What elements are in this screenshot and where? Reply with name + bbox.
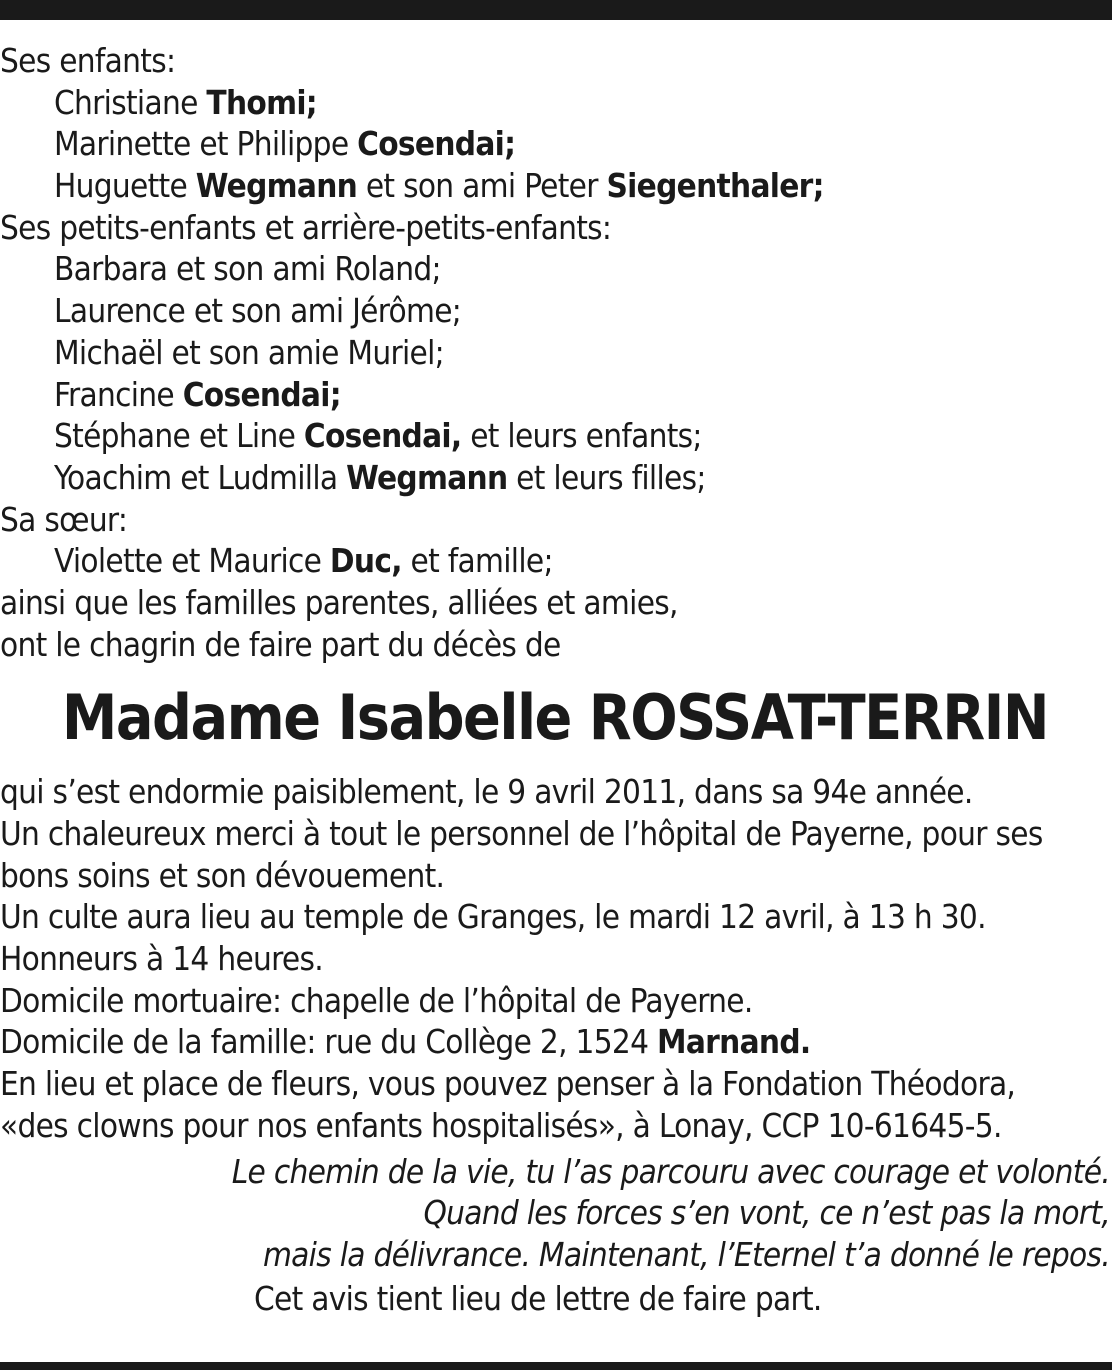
child-line: Christiane Thomi; — [54, 82, 317, 122]
obituary-notice — [0, 40, 1110, 1319]
child-line: Huguette Wegmann et son ami Peter Siegenthaler; — [54, 166, 824, 206]
poem-line: mais la délivrance. Maintenant, l’Eternel t’a donné le repos. — [262, 1234, 1110, 1274]
body-line: Honneurs à 14 heures. — [0, 939, 323, 979]
bottom-rule — [0, 1362, 1112, 1370]
grandchild-line: Stéphane et Line Cosendai, et leurs enfants; — [54, 416, 702, 456]
poem-line: Quand les forces s’en vont, ce n’est pas la mort, — [423, 1193, 1110, 1233]
children-label: Ses enfants: — [0, 41, 176, 80]
sister-label: Sa sœur: — [0, 499, 128, 539]
body-line: En lieu et place de fleurs, vous pouvez penser à la Fondation Théodora, — [0, 1064, 1016, 1104]
body-line: Un chaleureux merci à tout le personnel de l’hôpital de Payerne, pour ses — [0, 814, 1043, 853]
closing-line: Cet avis tient lieu de lettre de faire part. — [254, 1278, 822, 1318]
body-line: qui s’est endormie paisiblement, le 9 avril 2011, dans sa 94e année. — [0, 772, 973, 812]
body-line: Domicile mortuaire: chapelle de l’hôpital de Payerne. — [0, 980, 753, 1020]
grandchildren-label: Ses petits-enfants et arrière-petits-enfants: — [0, 207, 612, 247]
families-line: ainsi que les familles parentes, alliées et amies, — [0, 582, 678, 622]
body-line: Domicile de la famille: rue du Collège 2, 1524 Marnand. — [0, 1022, 811, 1062]
body-line: Un culte aura lieu au temple de Granges, le mardi 12 avril, à 13 h 30. — [0, 897, 986, 937]
top-rule — [0, 0, 1112, 20]
child-line: Marinette et Philippe Cosendai; — [54, 124, 516, 164]
grandchild-line: Barbara et son ami Roland; — [54, 249, 441, 289]
grandchild-line: Francine Cosendai; — [54, 374, 341, 414]
body-line: «des clowns pour nos enfants hospitalisés», à Lonay, CCP 10-61645-5. — [0, 1105, 1002, 1145]
body-line: bons soins et son dévouement. — [0, 855, 445, 895]
grandchild-line: Michaël et son amie Muriel; — [54, 332, 444, 372]
grandchild-line: Yoachim et Ludmilla Wegmann et leurs filles; — [54, 457, 706, 497]
grandchild-line: Laurence et son ami Jérôme; — [54, 291, 462, 331]
deceased-name: Madame Isabelle ROSSAT-TERRIN — [61, 681, 1049, 755]
announcement-line: ont le chagrin de faire part du décès de — [0, 624, 561, 664]
poem-line: Le chemin de la vie, tu l’as parcouru avec courage et volonté. — [231, 1151, 1110, 1191]
sister-line: Violette et Maurice Duc, et famille; — [54, 541, 553, 581]
